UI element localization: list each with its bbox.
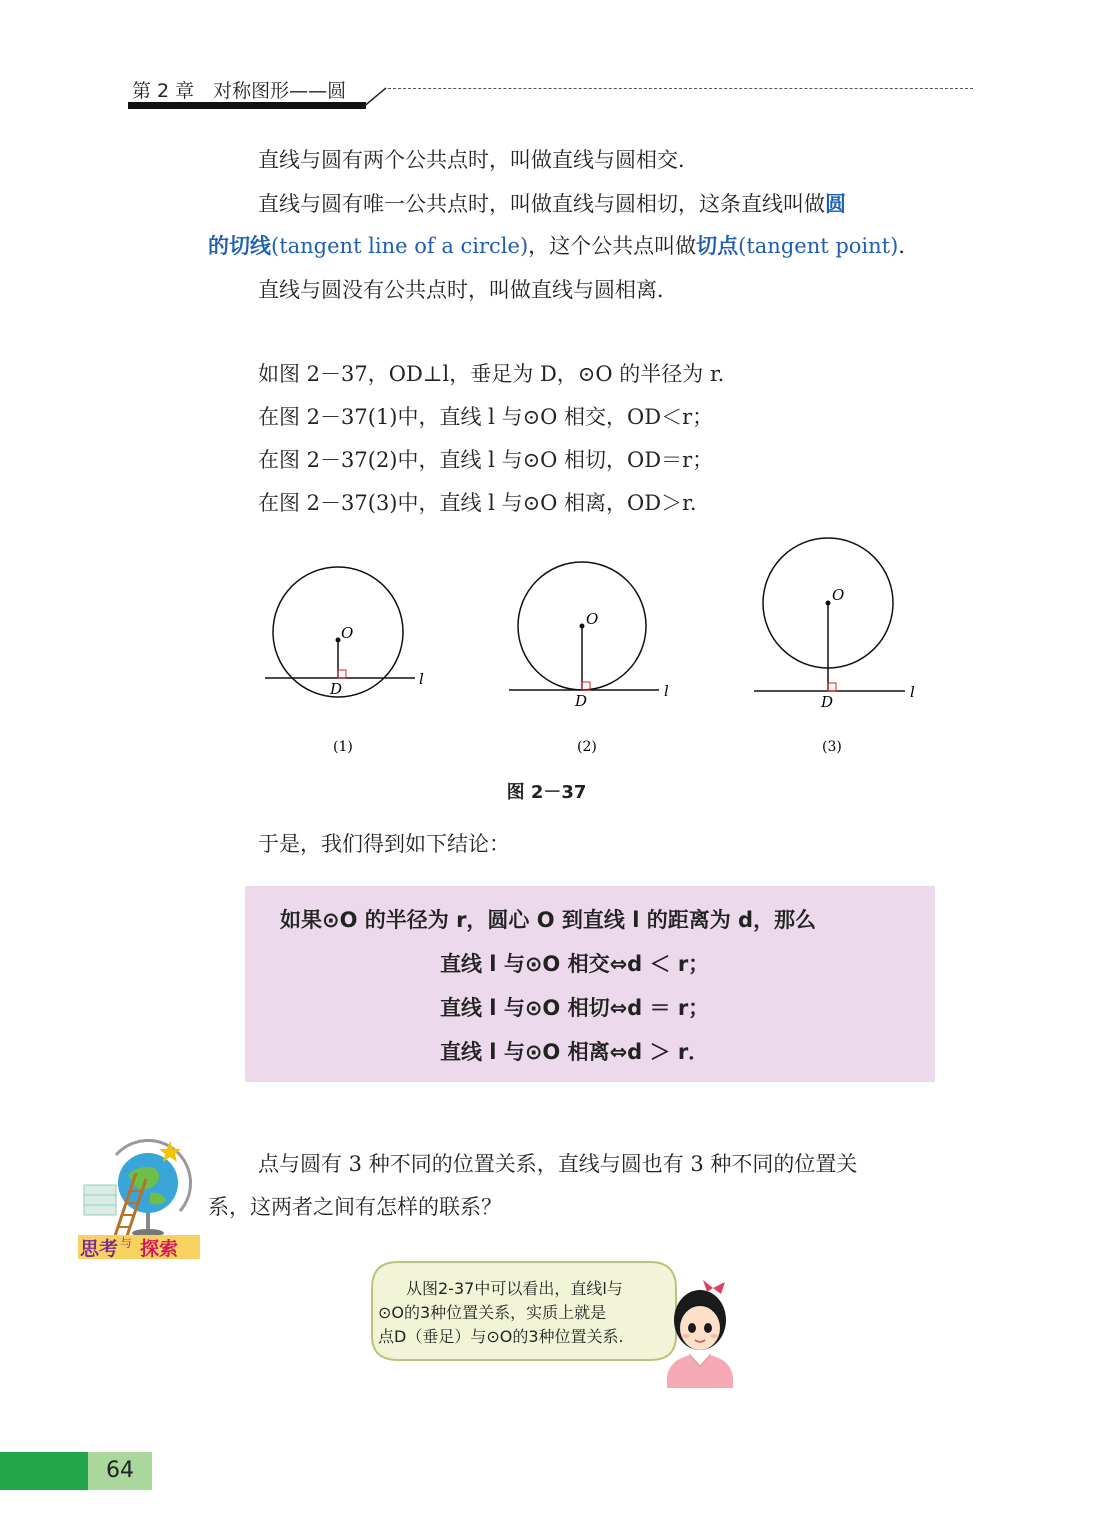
figure-caption: 图 2－37 <box>506 782 587 803</box>
think-explore-globe-icon <box>78 1135 204 1261</box>
panel1-caption: (1) <box>333 739 353 755</box>
figure-2-37 <box>255 530 935 760</box>
panel1-center-label: O <box>341 624 354 642</box>
tangent-definition-line1 <box>258 182 846 226</box>
term-tangent-line-a: 圆 <box>825 192 846 216</box>
panel2-center-label: O <box>586 610 599 628</box>
panel3-caption: (3) <box>822 739 842 755</box>
term-tangent-line-en: (tangent line of a circle) <box>271 234 529 258</box>
theorem-line-4: 直线 l 与⊙O 相离⇔d ＞ r． <box>440 1040 710 1064</box>
case-tangent: 在图 2－37(2)中，直线 l 与⊙O 相切，OD＝r； <box>258 448 714 472</box>
case-separate: 在图 2－37(3)中，直线 l 与⊙O 相离，OD＞r. <box>258 491 697 515</box>
tangent-definition-text: 直线与圆有唯一公共点时，叫做直线与圆相切，这条直线叫做 <box>258 192 825 216</box>
panel3-center-label: O <box>832 586 845 604</box>
think-question-line1: 点与圆有 3 种不同的位置关系，直线与圆也有 3 种不同的位置关 <box>258 1152 858 1176</box>
think-question-line2: 系，这两者之间有怎样的联系？ <box>208 1195 502 1219</box>
panel2-line-label: l <box>664 682 669 700</box>
separate-definition: 直线与圆没有公共点时，叫做直线与圆相离． <box>258 278 678 302</box>
girl-character-illustration <box>655 1268 745 1388</box>
conclusion-intro: 于是，我们得到如下结论： <box>258 832 510 856</box>
panel1-foot-label: D <box>330 680 343 698</box>
speech-line-2: ⊙O的3种位置关系，实质上就是 <box>378 1303 607 1322</box>
tangent-definition-text-2: ，这个公共点叫做 <box>528 234 697 258</box>
intersect-definition: 直线与圆有两个公共点时，叫做直线与圆相交． <box>258 148 699 172</box>
case-intersect: 在图 2－37(1)中，直线 l 与⊙O 相交，OD＜r； <box>258 405 714 429</box>
think-label-a: 思考 <box>80 1238 119 1260</box>
theorem-line-2: 直线 l 与⊙O 相交⇔d ＜ r； <box>440 952 710 976</box>
theorem-line-3: 直线 l 与⊙O 相切⇔d ＝ r； <box>440 996 710 1020</box>
speech-line-3: 点D（垂足）与⊙O的3种位置关系. <box>378 1327 624 1346</box>
speech-line-1: 从图2-37中可以看出，直线l与 <box>406 1279 623 1298</box>
panel3-line-label: l <box>910 683 915 701</box>
panel2-foot-label: D <box>575 692 588 710</box>
tangent-definition-end: ． <box>898 234 920 258</box>
think-label-c: 探索 <box>140 1238 179 1260</box>
theorem-line-1: 如果⊙O 的半径为 r，圆心 O 到直线 l 的距离为 d，那么 <box>280 908 817 932</box>
header-slash-decoration <box>360 84 390 110</box>
term-tangent-point: 切点 <box>696 234 739 258</box>
figure-panel-1 <box>265 567 424 755</box>
figure-panel-2 <box>509 562 669 755</box>
term-tangent-line-b: 的切线 <box>208 234 271 258</box>
tangent-definition-line2 <box>208 224 919 268</box>
figure-setup: 如图 2－37，OD⊥l，垂足为 D，⊙O 的半径为 r. <box>258 362 725 386</box>
panel3-foot-label: D <box>821 693 834 711</box>
header-underline-bar <box>128 102 366 109</box>
chapter-header: 第 2 章 对称图形——圆 <box>132 80 347 102</box>
panel1-line-label: l <box>419 670 424 688</box>
think-label-b: 与 <box>120 1236 133 1250</box>
term-tangent-point-en: (tangent point) <box>738 234 899 258</box>
footer-green-block <box>0 1452 88 1490</box>
figure-panel-3 <box>754 538 915 755</box>
page-number: 64 <box>88 1452 152 1490</box>
header-dashed-rule <box>388 88 973 89</box>
panel2-caption: (2) <box>577 739 597 755</box>
